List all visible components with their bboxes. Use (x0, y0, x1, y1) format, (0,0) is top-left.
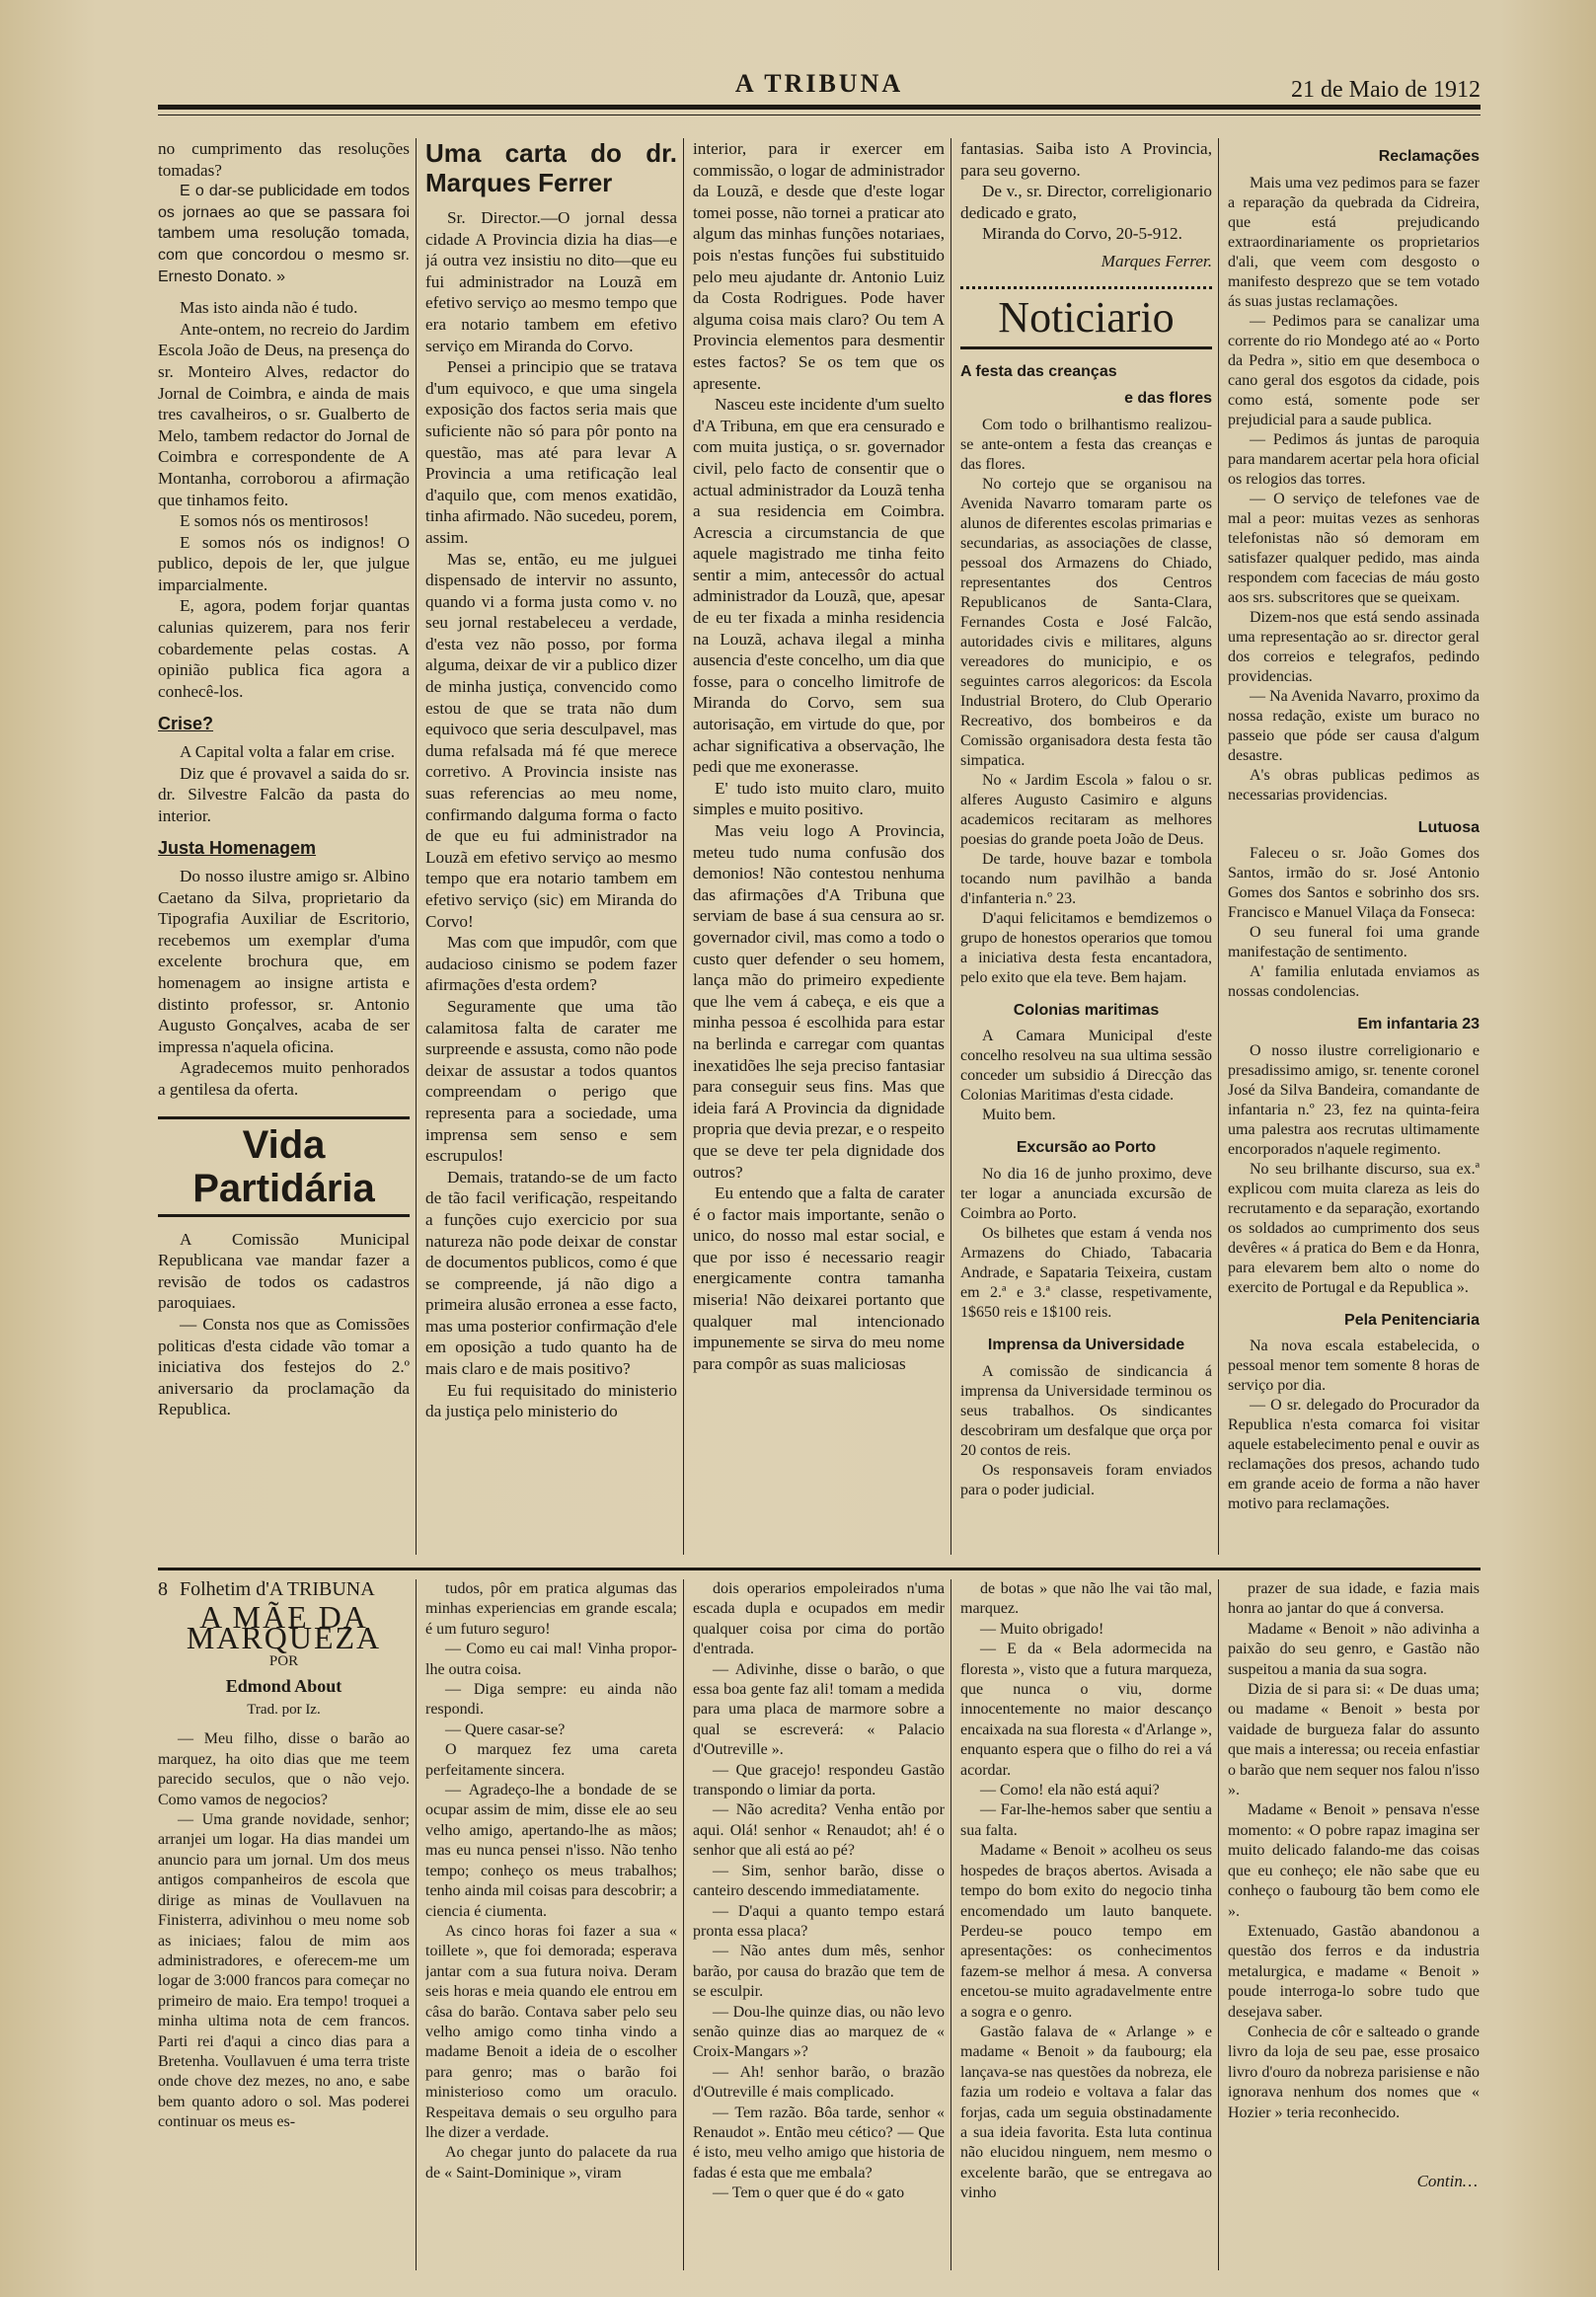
paragraph: Pensei a principio que se tratava d'um equivoco, e que uma singela exposição dos factos seria mais que suficiente não só para pôr ponto na questão, mas até para levar A Provincia a uma retificação leal d'aquilo que, com menos exatidão, tinha afirmado. Não sucedeu, porem, assim. (425, 357, 677, 547)
paragraph: Agradecemos muito penhorados a gentilesa da oferta. (158, 1058, 410, 1099)
section-heading-noticiario: Noticiario (960, 286, 1212, 349)
feuilleton-column-1 (158, 1579, 410, 2270)
paragraph: — Na Avenida Navarro, proximo da nossa redação, existe um buraco no passeio que póde ser causa d'algum desastre. (1228, 687, 1480, 764)
subheading: Reclamações (1378, 148, 1480, 165)
feuilleton-number: 8 (158, 1579, 168, 1600)
column-divider (950, 138, 951, 1555)
paragraph: — Pedimos ás juntas de paroquia para mandarem acertar pela hora oficial os relogios das torres. (1228, 430, 1480, 488)
paragraph: — Tem o quer que é do « gato (713, 2184, 905, 2202)
paragraph: De v., sr. Director, correligionario dedicado e grato, (960, 182, 1212, 222)
paragraph: No cortejo que se organisou na Avenida Navarro tomaram parte os alunos de diferentes escolas primarias e secundarias, as associações de classe, pessoal dos Armazens do Chiado, representantes dos Centros Republicanos de Santa-Clara, Fernandes Costa e José Falcão, autoridades civis e militares, alguns vereadores do municipio, e os seguintes carros alegoricos: da Escola Industrial Brotero, do Club Operario Recreativo, dos bombeiros e da Comissão organisadora desta festa tão simpatica. (960, 475, 1212, 769)
feuilleton-header (158, 1579, 410, 1599)
paragraph: O seu funeral foi uma grande manifestação de sentimento. (1228, 924, 1480, 961)
paragraph: — O serviço de telefones vae de mal a peor: muitas vezes as senhoras telefonistas não só demoram em satisfazer qualquer pedido, mas ainda respondem com facecias de máu gosto aos srs. subscritores que se queixam. (1228, 490, 1480, 606)
paragraph: Demais, tratando-se de um facto de tão facil verificação, respeitando a funções cujo exercicio por sua natureza não pode deixar de constar de documentos publicos, como é que se compreende, já não digo a primeira alusão erronea a esse facto, mas uma posterior confirmação d'ele em oposição a tudo quanto ha de mais claro e de mais positivo? (425, 1167, 677, 1379)
column-divider (1218, 1579, 1219, 2270)
paragraph: — E da « Bela adormecida na floresta », visto que a futura marqueza, que nunca o viu, dorme innocentemente no maior descanço encaixada na sua floresta « d'Arlange », enquanto espera que o filho do rei a vá acordar. (960, 1641, 1212, 1779)
paragraph: — Consta nos que as Comissões politicas d'esta cidade vão tomar a iniciativa dos festejos do 2.º aniversario da proclamação da Republica. (158, 1314, 410, 1419)
paragraph: Mas com que impudôr, com que audacioso cinismo se podem fazer afirmações d'esta ordem? (425, 933, 677, 995)
subheading: Lutuosa (1417, 818, 1480, 836)
paragraph: Mas isto ainda não é tudo. (180, 298, 358, 318)
paragraph: A' familia enlutada enviamos as nossas condolencias. (1228, 963, 1480, 1001)
paragraph: — Não acredita? Venha então por aqui. Olá! senhor « Renaudot; ah! é o senhor que ali está ao pé? (693, 1801, 945, 1860)
paragraph: prazer de sua idade, e fazia mais honra ao jantar do que á conversa. (1228, 1580, 1480, 1618)
feuilleton-column-2 (425, 1579, 677, 2270)
paragraph: — Dou-lhe quinze dias, ou não levo senão quinze dias ao marquez de « Croix-Mangars »? (693, 2003, 945, 2061)
subheading: A festa das creanças (960, 362, 1117, 380)
feuilleton-by: POR (268, 1653, 299, 1670)
paragraph: Sr. Director.—O jornal dessa cidade A Provincia dizia ha dias—e já outra vez insistiu no dito—que eu fui administrador na Louzã em efetivo serviço ao mesmo tempo que era notario tambem em efetivo serviço em Miranda do Corvo. (425, 208, 677, 355)
paragraph: Madame « Benoit » não adivinha a paixão do seu genro, e Gastão não suspeitou a mania da sua sogra. (1228, 1620, 1480, 1678)
paragraph: Madame « Benoit » acolheu os seus hospedes de braços abertos. Avisada a tempo do bom exito do negocio tinha encomendado um lauto banquete. Perdeu-se pouco tempo em apresentações: os conhecimentos fazem-se melhor á mesa. A conversa encetou-se muito agradavelmente entre a sogra e o genro. (960, 1842, 1212, 2021)
paragraph: O nosso ilustre correligionario e presadissimo amigo, sr. tenente coronel José da Silva Bandeira, comandante de infantaria n.º 23, fez na quinta-feira uma palestra aos recrutas ultimamente encorporados n'aquele regimento. (1228, 1041, 1480, 1158)
paragraph: A's obras publicas pedimos as necessarias providencias. (1228, 766, 1480, 804)
section-heading-vida-partidaria: Vida Partidária (158, 1116, 410, 1217)
paragraph: Madame « Benoit » pensava n'esse momento: « O pobre rapaz imagina ser muito delicado falando-me das coisas que eu conheço; ele não sabe que eu conheço o faubourg tão bem como ele ». (1228, 1801, 1480, 1920)
paragraph: A Camara Municipal d'este concelho resolveu na sua ultima sessão conceder um subsidio á Direcção das Colonias Maritimas d'esta cidade. (960, 1028, 1212, 1105)
feuilleton-column-3 (693, 1579, 945, 2270)
paragraph: A Capital volta a falar em crise. (180, 742, 396, 762)
feuilleton-translator: Trad. por Iz. (247, 1702, 321, 1719)
paragraph: — Ah! senhor barão, o brazão d'Outreville é mais complicado. (693, 2063, 945, 2102)
paragraph: — D'aqui a quanto tempo estará pronta essa placa? (693, 1902, 945, 1940)
paragraph: — Meu filho, disse o barão ao marquez, ha oito dias que me teem parecido seculos, que o não vejo. Como vamos de negocios? (158, 1730, 410, 1808)
section-heading-homenagem: Justa Homenagem (158, 838, 317, 859)
paragraph: — Far-lhe-hemos saber que sentiu a sua falta. (960, 1801, 1212, 1839)
paragraph: Ao chegar junto do palacete da rua de « Saint-Dominique », viram (425, 2144, 677, 2182)
paragraph: Os bilhetes que estam á venda nos Armazens do Chiado, Tabacaria Andrade, e Sapataria Teixeira, custam em 2.ª e 3.ª classe, respetivamente, 1$650 reis e 1$100 reis. (960, 1224, 1212, 1321)
paragraph: — Muito obrigado! (980, 1620, 1104, 1638)
section-heading-crise: Crise? (158, 714, 214, 734)
subheading: Excursão ao Porto (1016, 1139, 1157, 1157)
paragraph: D'aqui felicitamos e bemdizemos o grupo de honestos operarios que tomou a iniciativa desta festa encantadora, pelo exito que ela teve. Bem hajam. (960, 909, 1212, 986)
paragraph: Faleceu o sr. João Gomes dos Santos, irmão do sr. José Antonio Gomes dos Santos e sobrinho dos srs. Francisco e Manuel Vilaça da Fonseca: (1228, 845, 1480, 922)
paragraph: Os responsaveis foram enviados para o poder judicial. (960, 1461, 1212, 1498)
column-5 (1228, 138, 1480, 1555)
paragraph: No « Jardim Escola » falou o sr. alferes Augusto Casimiro e alguns academicos recitaram as melhores poesias do grande poeta João de Deus. (960, 771, 1212, 848)
feuilleton-rule (158, 1568, 1481, 1570)
paragraph: Conhecia de côr e salteado o grande livro da loja de seu pae, esse prosaico livro d'ouro da nobreza parisiense e não ignorava nenhum dos nomes que « Hozier » teria reconhecido. (1228, 2023, 1480, 2121)
paragraph: A Comissão Municipal Republicana vae mandar fazer a revisão de todos os cadastros paroquiaes. (158, 1229, 410, 1313)
paragraph: Eu fui requisitado do ministerio da justiça pelo ministerio do (425, 1380, 677, 1421)
paragraph: — Não antes dum mês, senhor barão, por causa do brazão que tem de se esculpir. (693, 1943, 945, 2001)
paragraph: no cumprimento das resoluções tomadas? (158, 139, 410, 180)
paragraph: O marquez fez uma careta perfeitamente sincera. (425, 1741, 677, 1779)
paragraph: interior, para ir exercer em commissão, o logar de administrador da Louzã, e desde que d'este logar tomei posse, não tornei a praticar ato algum das minhas funções notariaes, pois n'estas funções fui substituido pelo meu ajudante dr. Antonio Luiz da Costa Rodrigues. Pode haver alguma coisa mais claro? Ou tem A Provincia elementos para desmentir estes factos? Se os tem que os apresente. (693, 139, 945, 393)
paragraph: No seu brilhante discurso, sua ex.ª explicou com muita clareza as leis do recrutamento e da separação, exortando os soldados ao cumprimento dos seus devêres « á pratica do Bem e da Honra, para elevarem bem alto o nome do exercito de Portugal e da Republica ». (1228, 1160, 1480, 1296)
paragraph: — Pedimos para se canalizar uma corrente do rio Mondego até ao « Porto da Pedra », sitio em que desemboca o cano geral dos esgotos da cidade, pois como está, somente pode ser prejudicial para a saude publica. (1228, 312, 1480, 428)
paragraph: Miranda do Corvo, 20-5-912. (982, 224, 1182, 244)
paragraph: Mas veiu logo A Provincia, meteu tudo numa confusão dos demonios! Não contestou nenhuma das afirmações d'A Tribuna que serviam de base á sua censura ao sr. governador civil, mas como a todo o custo quer defender o seu homem, lança mão do primeiro expediente que lhe vem á cabeça, e eis que a minha pessoa é escolhida para estar na berlinda e carregar com quantas inexatidões lhe seja preciso fantasiar para conseguir seus fins. Mas que ideia fará A Provincia da dignidade propria que devia prezar, e o respeito que se deve ter pela dignidade dos outros? (693, 821, 945, 1182)
feuilleton-label: Folhetim d'A TRIBUNA (180, 1579, 375, 1600)
paragraph: Nasceu este incidente d'um suelto d'A Tribuna, em que era censurado e com muita justiça, o sr. governador civil, pelo facto de consentir que o actual administrador da Louzã tenha a sua residencia em Coimbra. Acrescia a circumstancia de que aquele magistrado me tinha feito sentir a mim, antecessôr do actual administrador da Louzã, que, apesar de eu ter fixada a minha residencia na Louzã, achava ilegal a minha ausencia d'este concelho, um dia que fosse, para o concelho limitrofe de Miranda do Corvo, sem sua autorisação, em virtude do que, por achar significativa a observação, lhe pedi que me exonerasse. (693, 395, 945, 777)
paragraph: Dizia de si para si: « De duas uma; ou madame « Benoit » besta por vaidade de burgueza falar do assunto que mais a interessa; ou receia enfastiar o barão que nem sequer nos falou n'isso ». (1228, 1681, 1480, 1799)
newspaper-title: A TRIBUNA (734, 69, 904, 98)
paragraph: Dizem-nos que está sendo assinada uma representação ao sr. director geral dos correios e telegrafos, pedindo providencias. (1228, 608, 1480, 685)
issue-date: 21 de Maio de 1912 (1291, 77, 1481, 103)
paragraph: E somos nós os indignos! O publico, depois de ler, que julgue imparcialmente. (158, 532, 410, 594)
paragraph: Muito bem. (982, 1107, 1056, 1124)
masthead (158, 69, 1481, 109)
paragraph: Mais uma vez pedimos para se fazer a reparação da quebrada da Cidreira, que está prejudicando extraordinariamente os proprietarios d'ali, que veem com desgosto o manifesto desprezo que se tem votado ás suas justas reclamações. (1228, 174, 1480, 310)
paragraph: tudos, pôr em pratica algumas das minhas experiencias em grande escala; é um futuro seguro! (425, 1580, 677, 1638)
paragraph: — Tem razão. Bôa tarde, senhor « Renaudot ». Então meu cético? — Que é isto, meu velho amigo que historia de fadas é esta que me embala? (693, 2104, 945, 2182)
paragraph: As cinco horas foi fazer a sua « toillete », que foi demorada; esperava jantar com a sua futura noiva. Deram seis horas e meia quando ele entrou em câsa do barão. Contava saber pelo seu velho amigo como tinha vindo a madame Benoit a ideia de o escolher para genro; mas o barão foi ministerioso como um oraculo. Respeitava demais o seu orgulho para lhe dizer a verdade. (425, 1922, 677, 2141)
paragraph: de botas » que não lhe vai tão mal, marquez. (960, 1580, 1212, 1618)
column-divider (416, 138, 417, 1555)
continued-note: Contin… (1416, 2172, 1478, 2190)
subheading: e das flores (1124, 390, 1212, 408)
paragraph: De tarde, houve bazar e tombola tocando num pavilhão a banda d'infanteria n.º 23. (960, 850, 1212, 907)
paragraph: — Adivinhe, disse o barão, o que essa boa gente faz ali! tomam a medida para uma placa de marmore sobre a qual se escreverá: « Palacio d'Outreville ». (693, 1660, 945, 1759)
paragraph: — Uma grande novidade, senhor; arranjei um logar. Ha dias mandei um anuncio para um jornal. Um dos meus antigos companheiros de escola que dirige as minas de Voullavuen na Finisterra, adivinhou o meu nome sob as iniciaes; falou de mim aos administradores, e oferecem-me um logar de 3:000 francos para começar no primeiro de maio. Era tempo! troquei a minha ultima nota de cem francos. Parti rei d'aqui a cinco dias para a Bretenha. Voullavuen é uma terra triste onde chove dez mezes, no ano, e sabe bem quanto adoro o sol. Mas poderei continuar os meus es- (158, 1811, 410, 2131)
paragraph: dois operarios empoleirados n'uma escada dupla e ocupados em medir qualquer coisa por cima do portão d'entrada. (693, 1580, 945, 1658)
article-title: Uma carta do dr. Marques Ferrer (425, 138, 677, 197)
paragraph: — Agradeço-lhe a bondade de se ocupar assim de mim, disse ele ao seu velho amigo, apertando-lhe as mãos; mas eu nunca pensei n'isso. Não tenho tempo; conheço os meus trabalhos; tenho ainda mil coisas para descobrir; a ciencia é ciumenta. (425, 1782, 677, 1920)
masthead-rule (158, 105, 1481, 110)
paragraph: Com todo o brilhantismo realizou-se ante-ontem a festa das creanças e das flores. (960, 416, 1212, 473)
subheading: Imprensa da Universidade (987, 1336, 1185, 1353)
paragraph: E somos nós os mentirosos! (180, 511, 369, 531)
subheading: Em infantaria 23 (1357, 1016, 1480, 1034)
feuilleton-column-5 (1228, 1579, 1480, 2152)
paragraph: — Como eu cai mal! Vinha propor-lhe outra coisa. (425, 1641, 677, 1678)
paragraph: — Quere casar-se? (445, 1721, 566, 1738)
column-2 (425, 138, 677, 1555)
feuilleton-author: Edmond About (225, 1675, 342, 1696)
paragraph: E' tudo isto muito claro, muito simples e muito positivo. (693, 778, 945, 819)
paragraph: Do nosso ilustre amigo sr. Albino Caetano da Silva, proprietario da Tipografia Auxiliar de Escritorio, recebemos um exemplar d'uma excelente brochura que, em homenagem ao insigne artista e distinto professor, sr. Antonio Augusto Gonçalves, acaba de ser impressa n'aquela oficina. (158, 867, 410, 1056)
column-3 (693, 138, 945, 1555)
column-1 (158, 138, 410, 1555)
paragraph: E o dar-se publicidade em todos os jornaes ao que se passara foi tambem uma resolução tomada, com que concordou o mesmo sr. Ernesto Donato. » (158, 183, 410, 285)
column-divider (683, 138, 684, 1555)
paragraph: Mas se, então, eu me julguei dispensado de intervir no assunto, quando vi a forma justa como v. no seu jornal restabeleceu a verdade, d'esta vez não posso, por forma alguma, deixar de vir a publico dizer de minha justiça, convencido como estou de que se trata não dum equivoco que seria desculpavel, mas duma refalsada má fé que merece corretivo. A Provincia insiste nas suas referencias ao meu nome, confirmando dalguma forma o facto de que eu fui administrador na Louzã em efetivo serviço ao mesmo tempo que era notario tambem em efetivo serviço (sic) em Miranda do Corvo! (425, 549, 677, 931)
paragraph: Diz que é provavel a saida do sr. dr. Silvestre Falcão da pasta do interior. (158, 763, 410, 825)
feuilleton-column-4 (960, 1579, 1212, 2270)
paragraph: E, agora, podem forjar quantas calunias quizerem, para nos ferir cobardemente pelas costas. A opinião publica fica agora a conhecê-los. (158, 596, 410, 701)
paragraph: Na nova escala estabelecida, o pessoal menor tem somente 8 horas de serviço por dia. (1228, 1338, 1480, 1395)
paragraph: — O sr. delegado do Procurador da Republica n'esta comarca foi visitar aquele estabelecimento penal e ouvir as reclamações dos presos, achando tudo em grande aceio de forma a não haver motivo para reclamações. (1228, 1397, 1480, 1513)
paragraph: Eu entendo que a falta de carater é o factor mais importante, senão o unico, do nosso mal estar social, e que por isso é necessario reagir energicamente contra tamanha miseria! Não deixarei portanto que qualquer mal intencionado impunemente se sirva do meu nome para compôr as suas maliciosas (693, 1184, 945, 1373)
paragraph: — Que gracejo! respondeu Gastão transpondo o limiar da porta. (693, 1761, 945, 1799)
paragraph: Extenuado, Gastão abandonou a questão dos ferros e da industria metalurgica, e madame « Benoit » poude interroga-lo sobre tudo que desejava saber. (1228, 1922, 1480, 2021)
paragraph: Gastão falava de « Arlange » e madame « Benoit » da faubourg; ela lançava-se nas questões da nobreza, ele fazia um rodeio e voltava a falar das forjas, cada um seguia obstinadamente a sua ideia favorita. Esta luta continua não elucidou ninguem, nem mesmo o excelente barão, que se entregava ao vinho (960, 2023, 1212, 2202)
subheading: Colonias maritimas (1013, 1001, 1160, 1019)
paragraph: fantasias. Saiba isto A Provincia, para seu governo. (960, 139, 1212, 180)
column-4 (960, 138, 1212, 1555)
column-divider (683, 1579, 684, 2270)
feuilleton-title: A MÃE DA MARQUEZA (186, 1599, 382, 1655)
paragraph: — Como! ela não está aqui? (980, 1782, 1160, 1799)
paragraph: A comissão de sindicancia á imprensa da Universidade terminou os seus trabalhos. Os sindicantes descobriram um desfalque que orça por 20 contos de reis. (960, 1362, 1212, 1459)
paragraph: Ante-ontem, no recreio do Jardim Escola João de Deus, na presença do sr. Monteiro Alves, redactor do Jornal de Coimbra, e ainda de mais tres cavalheiros, o sr. Gualberto de Melo, tambem redactor do Jornal de Coimbra e correspondente de A Montanha, corroborou a afirmação que tinhamos feito. (158, 319, 410, 509)
paragraph: No dia 16 de junho proximo, deve ter logar a anunciada excursão de Coimbra ao Porto. (960, 1165, 1212, 1222)
subheading: Pela Penitenciaria (1344, 1311, 1480, 1329)
column-divider (416, 1579, 417, 2270)
paragraph: — Sim, senhor barão, disse o canteiro descendo immediatamente. (693, 1862, 945, 1900)
paragraph: Seguramente que uma tão calamitosa falta de carater me surpreende e assusta, como não pode deixar de assustar a todos quantos compreendam o perigo que representa para a sociedade, uma imprensa sem senso e sem escrupulos! (425, 996, 677, 1166)
column-divider (950, 1579, 951, 2270)
paragraph: — Diga sempre: eu ainda não respondi. (425, 1681, 677, 1719)
signature: Marques Ferrer. (1101, 251, 1212, 270)
column-divider (1218, 138, 1219, 1555)
